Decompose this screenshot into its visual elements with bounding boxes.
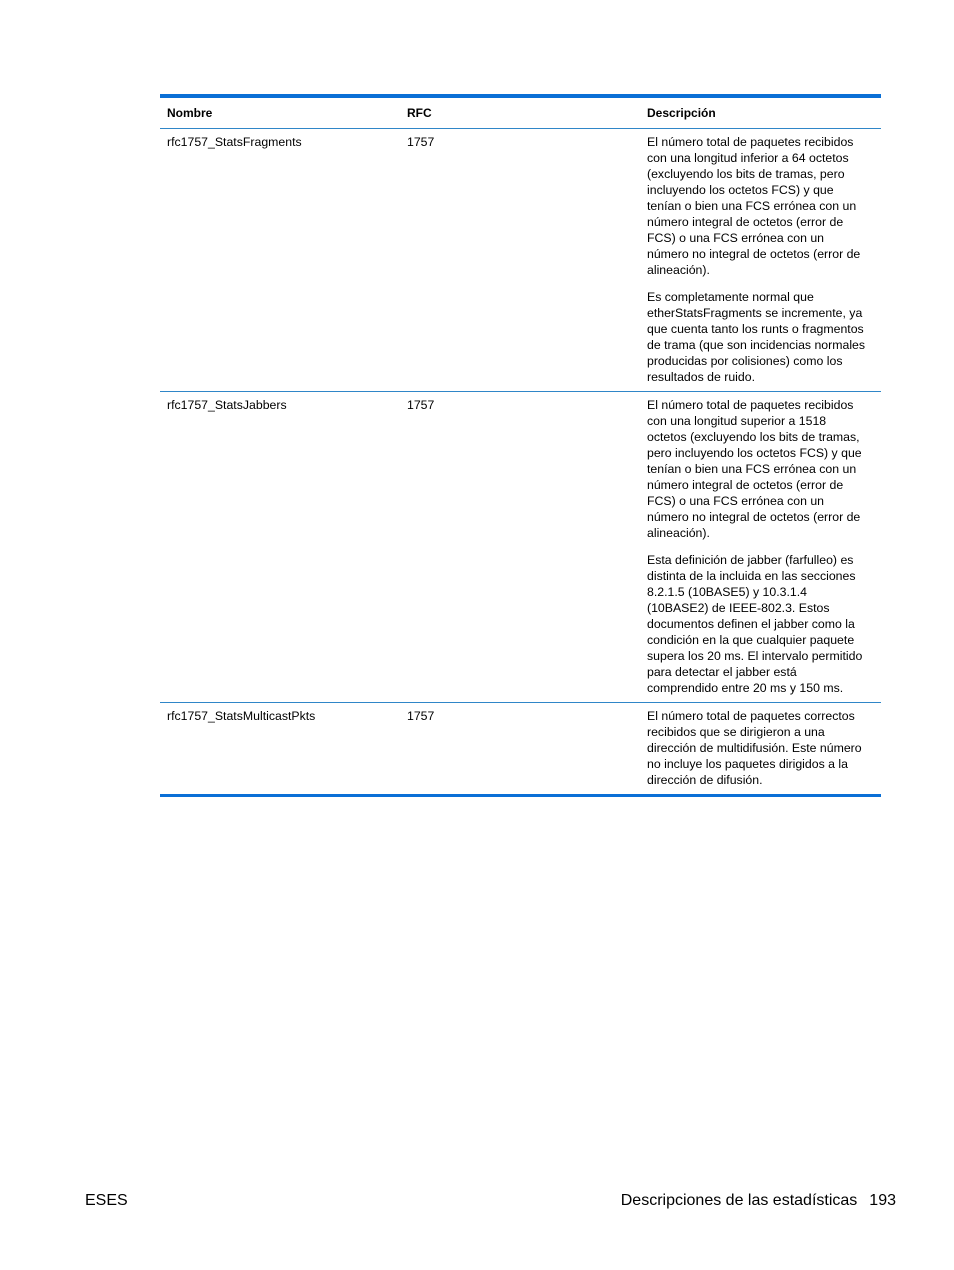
description-paragraph: El número total de paquetes recibidos con una longitud inferior a 64 octetos (excluyendo los bits de tramas, pero incluyendo los octetos FCS) y que tenían o bien una FCS errónea con un número integral de octetos (error de FCS) o una FCS errónea con un número no integral de octetos (error de alineación). xyxy=(647,135,861,277)
header-description: Descripción xyxy=(647,106,716,120)
row-description xyxy=(640,708,881,788)
row-name: rfc1757_StatsMulticastPkts xyxy=(167,709,316,723)
footer-right xyxy=(621,1191,896,1211)
row-name: rfc1757_StatsJabbers xyxy=(167,398,287,412)
description-paragraph: El número total de paquetes recibidos con una longitud superior a 1518 octetos (excluyendo los bits de tramas, pero incluyendo los octetos FCS) y que tenían o bien una FCS errónea con un número integral de octetos (error de FCS) o una FCS errónea con un número no integral de octetos (error de alineación). xyxy=(647,398,862,540)
header-rfc: RFC xyxy=(407,106,432,120)
row-rfc: 1757 xyxy=(407,709,435,723)
row-rfc: 1757 xyxy=(407,398,435,412)
table-row xyxy=(160,392,881,703)
header-name: Nombre xyxy=(167,106,213,120)
statistics-table xyxy=(160,94,881,797)
row-description xyxy=(640,134,881,385)
footer-locale-code: ESES xyxy=(85,1192,128,1209)
table-row xyxy=(160,703,881,794)
table-row xyxy=(160,129,881,392)
page-number: 193 xyxy=(869,1192,896,1209)
description-paragraph: El número total de paquetes correctos recibidos que se dirigieron a una dirección de multidifusión. Este número no incluye los paquetes dirigidos a la dirección de difusión. xyxy=(647,709,862,787)
description-paragraph: Esta definición de jabber (farfulleo) es distinta de la incluida en las secciones 8.2.1.5 (10BASE5) y 10.3.1.4 (10BASE2) de IEEE-802.3. Estos documentos definen el jabber como la condición en la que cualquier paquete supera los 20 ms. El intervalo permitido para detectar el jabber está comprendido entre 20 ms y 150 ms. xyxy=(647,553,863,695)
footer-section-title: Descripciones de las estadísticas xyxy=(620,1192,858,1209)
row-description xyxy=(640,397,881,696)
row-name: rfc1757_StatsFragments xyxy=(167,135,302,149)
description-paragraph: Es completamente normal que etherStatsFragments se incremente, ya que cuenta tanto los runts o fragmentos de trama (que son incidencias normales producidas por colisiones) como los resultados de ruido. xyxy=(647,290,866,384)
row-rfc: 1757 xyxy=(407,135,435,149)
table-header-row xyxy=(160,98,881,129)
